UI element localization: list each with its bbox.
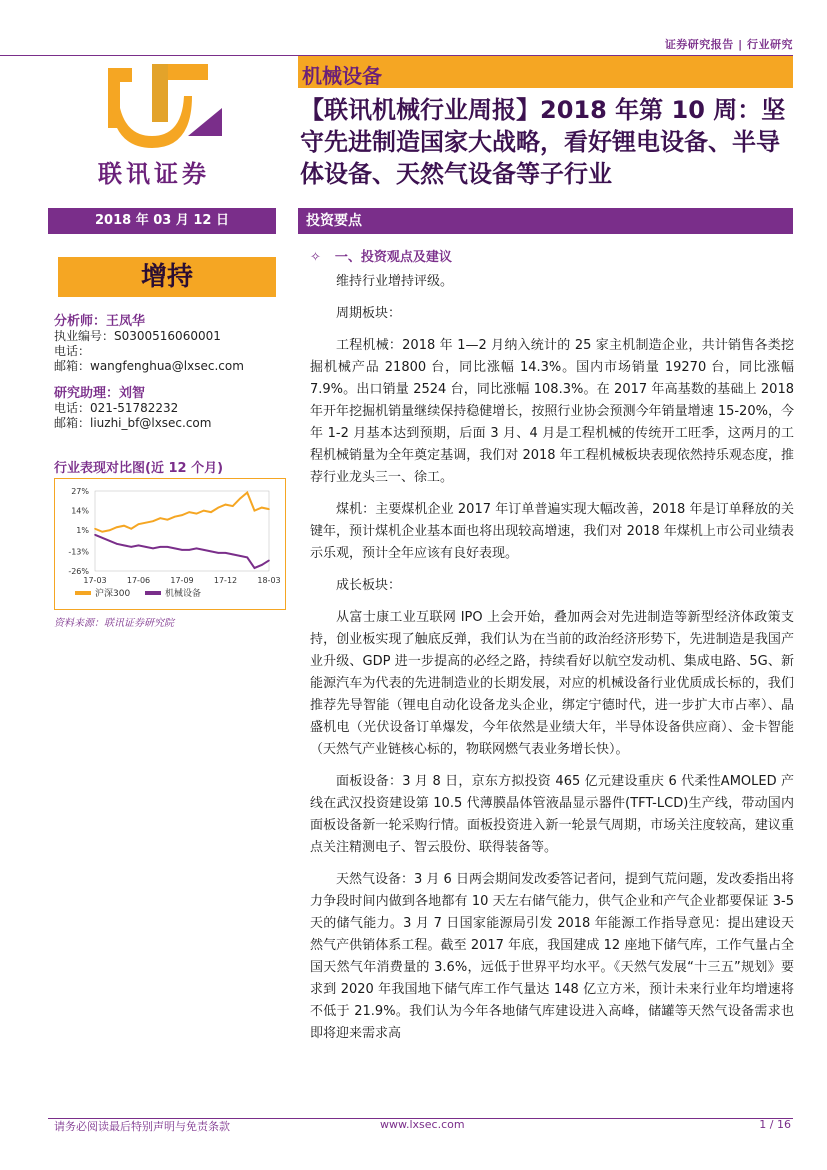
section-title: 投资要点 xyxy=(306,213,362,229)
report-date: 2018 年 03 月 12 日 xyxy=(48,208,276,234)
series-line-0 xyxy=(95,493,269,532)
paragraph: 面板设备：3 月 8 日，京东方拟投资 465 亿元建设重庆 6 代柔性AMOLED 产线在武汉投资建设第 10.5 代薄膜晶体管液晶显示器件(TFT-LCD)生产线，带动国内面板设备新一轮采购行情。面板投资进入新一轮景气周期，市场关注度较高，建议重点关注精测电子、智云股份、联得装备等。 xyxy=(310,774,794,855)
report-type: 证券研究报告 | 行业研究 xyxy=(664,38,793,51)
data-point xyxy=(145,522,147,524)
data-point xyxy=(138,523,140,525)
paragraph: 天然气设备：3 月 6 日两会期间发改委答记者问，提到气荒问题，发改委指出将力争段时间内做到各地都有 10 天左右储气能力，供气企业和产气企业都要保证 3-5 天的储气能力。3 月 7 日国家能源局引发 2018 年能源工作指导意见：提出建设天然气产供销体系工程。截至 2017 年底，我国建成 12 座地下储气库，工作气量占全国天然气年消费量的 3.6%，远低于世界平均水平。《天然气发展“十三五”规划》要求到 2020 年我国地下储气库工作气量达 148 亿立方米，预计未来行业年均增速将不低于 21.9%。我们认为今年各地储气库建设进入高峰，储罐等天然气设备需求也即将迎来需求高 xyxy=(310,872,794,1041)
data-point xyxy=(210,511,212,513)
data-point xyxy=(123,545,125,547)
analyst-license: 执业编号：S0300516060001 xyxy=(54,329,221,343)
analyst-info xyxy=(54,314,284,374)
data-point xyxy=(217,507,219,509)
data-point xyxy=(239,555,241,557)
x-tick-label: 17-03 xyxy=(83,576,107,585)
legend-swatch xyxy=(75,591,91,595)
chart-frame xyxy=(54,478,286,610)
data-point xyxy=(116,543,118,545)
data-point xyxy=(246,492,248,494)
paragraph: 煤机：主要煤机企业 2017 年订单普遍实现大幅改善，2018 年是订单释放的关键年，预计煤机企业基本面也将出现较高增速，我们对 2018 年煤机上市公司业绩表示乐观，预计全年应该有良好表现。 xyxy=(310,502,794,561)
paragraph: 从富士康工业互联网 IPO 上会开始，叠加两会对先进制造等新型经济体政策支持，创业板实现了触底反弹，我们认为在当前的政治经济形势下，先进制造是我国产业升级、GDP 进一步提高的必经之路，持续看好以航空发动机、集成电路、5G、新能源汽车为代表的先进制造业的长期发展，对应的机械设备行业优质成长标的，我们推荐先导智能（锂电自动化设备龙头企业，绑定宁德时代，进一步扩大市占率）、晶盛机电（光伏设备订单爆发，今年依然是业绩大年，半导体设备供应商）、金卡智能（天然气产业链核心标的，物联网燃气表业务增长快）。 xyxy=(310,610,794,757)
legend-swatch xyxy=(145,591,161,595)
x-tick-label: 17-06 xyxy=(126,576,151,585)
data-point xyxy=(94,528,96,530)
data-point xyxy=(167,546,169,548)
paragraph-list xyxy=(310,271,794,1045)
data-point xyxy=(181,549,183,551)
data-point xyxy=(174,548,176,550)
analyst-heading: 分析师：王凤华 xyxy=(54,314,146,329)
data-point xyxy=(203,549,205,551)
x-tick-label: 17-12 xyxy=(213,576,238,585)
analyst-email[interactable]: 邮箱：wangfenghua@lxsec.com xyxy=(54,359,244,373)
assistant-phone: 电话：021-51782232 xyxy=(54,401,179,415)
data-point xyxy=(232,554,234,556)
data-point xyxy=(159,546,161,548)
section-heading-text: 一、投资观点及建议 xyxy=(334,250,452,265)
data-point xyxy=(145,546,147,548)
data-point xyxy=(130,546,132,548)
performance-chart xyxy=(55,479,285,609)
footer-disclaimer[interactable]: 请务必阅读最后特别声明与免责条款 xyxy=(54,1120,230,1133)
x-tick-label: 18-03 xyxy=(257,576,281,585)
data-point xyxy=(174,516,176,518)
data-point xyxy=(225,552,227,554)
data-point xyxy=(268,560,270,562)
data-point xyxy=(130,528,132,530)
data-point xyxy=(116,526,118,528)
y-tick-label: -13% xyxy=(68,547,89,557)
plot-area xyxy=(95,491,269,571)
x-tick-label: 17-09 xyxy=(170,576,194,585)
data-point xyxy=(138,545,140,547)
data-point xyxy=(109,529,111,531)
paragraph: 维持行业增持评级。 xyxy=(336,274,454,289)
data-point xyxy=(239,498,241,500)
data-point xyxy=(159,517,161,519)
data-point xyxy=(261,507,263,509)
chart-source: 资料来源：联讯证券研究院 xyxy=(54,618,174,629)
legend-label: 沪深300 xyxy=(95,589,131,599)
y-tick-label: 14% xyxy=(71,506,89,516)
data-point xyxy=(188,511,190,513)
section-bar xyxy=(298,208,793,234)
data-point xyxy=(101,537,103,539)
rating-badge: 增持 xyxy=(58,257,276,297)
data-point xyxy=(232,505,234,507)
page-number: 1 / 16 xyxy=(759,1118,791,1131)
data-point xyxy=(261,564,263,566)
y-tick-label: 27% xyxy=(71,487,89,496)
data-point xyxy=(210,551,212,553)
main-content xyxy=(310,247,794,1055)
section-heading xyxy=(310,247,794,269)
logo-text: 联讯证券 xyxy=(98,159,210,188)
series-line-1 xyxy=(95,535,269,568)
footer-url[interactable]: www.lxsec.com xyxy=(380,1118,465,1131)
data-point xyxy=(94,534,96,536)
data-point xyxy=(123,525,125,527)
assistant-info xyxy=(54,386,284,431)
company-logo xyxy=(92,56,252,186)
data-point xyxy=(101,531,103,533)
report-title: 【联讯机械行业周报】2018 年第 10 周：坚守先进制造国家大战略，看好锂电设备、半导体设备、天然气设备等子行业 xyxy=(300,96,786,188)
data-point xyxy=(268,508,270,510)
data-point xyxy=(109,540,111,542)
assistant-heading: 研究助理：刘智 xyxy=(54,386,146,401)
data-point xyxy=(254,567,256,569)
assistant-email[interactable]: 邮箱：liuzhi_bf@lxsec.com xyxy=(54,416,212,430)
data-point xyxy=(254,510,256,512)
data-point xyxy=(152,548,154,550)
data-point xyxy=(217,552,219,554)
data-point xyxy=(188,549,190,551)
data-point xyxy=(167,519,169,521)
diamond-icon: ✧ xyxy=(310,250,321,265)
paragraph: 周期板块： xyxy=(336,306,402,321)
paragraph: 成长板块： xyxy=(336,578,402,593)
data-point xyxy=(196,513,198,515)
analyst-phone: 电话： xyxy=(54,344,91,358)
data-point xyxy=(181,514,183,516)
data-point xyxy=(225,504,227,506)
y-tick-label: 1% xyxy=(76,526,89,536)
industry-label: 机械设备 xyxy=(302,64,382,88)
data-point xyxy=(203,510,205,512)
data-point xyxy=(246,557,248,559)
paragraph: 工程机械：2018 年 1—2 月纳入统计的 25 家主机制造企业，共计销售各类挖掘机械产品 21800 台，同比涨幅 14.3%。国内市场销量 19270 台，同比涨幅 7.9%。出口销量 2524 台，同比涨幅 108.3%。在 2017 年高基数的基础上 2018 年开年挖掘机销量继续保持稳健增长，按照行业协会预测今年销量增速 15-20%，今年 1-2 月基本达到预期，后面 3 月、4 月是工程机械的传统开工旺季，这两月的工程机械销量为全年奠定基调，我们对 2018 年工程机械板块表现依然持乐观态度，推荐行业龙头三一、徐工。 xyxy=(310,338,794,485)
legend-label: 机械设备 xyxy=(165,589,202,599)
y-tick-label: -26% xyxy=(68,567,89,576)
data-point xyxy=(196,548,198,550)
chart-title: 行业表现对比图(近 12 个月) xyxy=(54,461,224,476)
data-point xyxy=(152,520,154,522)
